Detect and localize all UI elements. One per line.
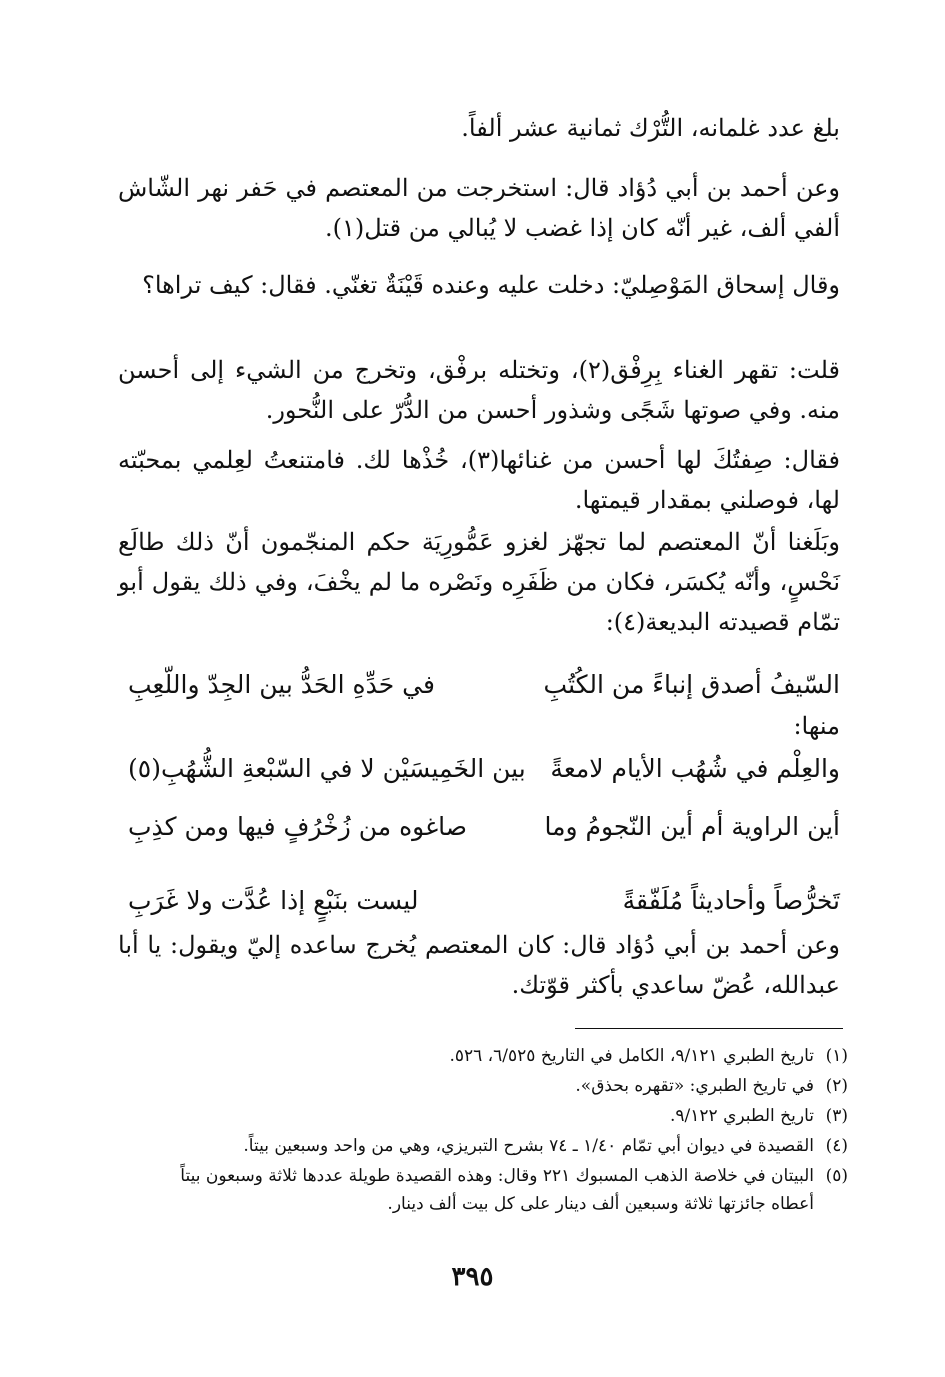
verse-3-first-hemistich: أين الراوية أم أين النّجومُ وما: [544, 812, 840, 841]
paragraph-1: بلغ عدد غلمانه، التُّرْك ثمانية عشر ألفاً.: [461, 114, 840, 142]
footnote-2-number: (٢): [825, 1076, 848, 1096]
footnote-3-text: تاريخ الطبري ٩/١٢٢.: [670, 1106, 814, 1126]
verse-1: [118, 664, 840, 706]
footnote-5-text: البيتان في خلاصة الذهب المسبوك ٢٢١ وقال: وهذه القصيدة طويلة عددها ثلاثة وسبعون بيتاً: [180, 1166, 814, 1186]
footnote-4: [118, 1132, 848, 1160]
footnote-2-text: في تاريخ الطبري: «تقهره بحذق».: [575, 1076, 814, 1096]
page-number: ٣٩٥: [451, 1262, 494, 1292]
footnote-5-continuation: أعطاه جائزتها ثلاثة وسبعين ألف دينار على كل بيت ألف دينار.: [387, 1194, 814, 1214]
footnote-2: [118, 1072, 848, 1100]
footnote-1: [118, 1042, 848, 1070]
verse-2-first-hemistich: والعِلْم في شُهُب الأيام لامعةً: [550, 754, 840, 783]
paragraph-5: فقال: صِفتُكَ لها أحسن من غنائها(٣)، خُذْها لك. فامتنعتُ لعِلمي بمحبّته لها، فوصلني بمقدار قيمتها.: [118, 446, 840, 514]
verse-2: [118, 748, 840, 790]
paragraph-3: وقال إسحاق المَوْصِليّ: دخلت عليه وعنده قَيْنَةٌ تغنّي. فقال: كيف تراها؟: [142, 271, 840, 299]
verse-1-first-hemistich: السّيفُ أصدق إنباءً من الكُتُبِ: [543, 670, 840, 699]
paragraph-4: قلت: تقهر الغناء بِرِفْق(٢)، وتختله برفْق، وتخرج من الشيء إلى أحسن منه. وفي صوتها شَجًى وشذور أحسن من الدُّرّ على النُّحور.: [118, 356, 840, 424]
verse-1-second-hemistich: في حَدِّهِ الحَدُّ بين الجِدّ واللّعِبِ: [128, 670, 435, 699]
footnote-3: [118, 1102, 848, 1130]
verse-2-second-hemistich: بين الخَمِيسَيْن لا في السّبْعةِ الشُّهُبِ(٥): [128, 754, 526, 783]
footnote-5: [118, 1162, 848, 1218]
verse-3: [118, 806, 840, 848]
verse-4: [118, 880, 840, 922]
footnote-1-text: تاريخ الطبري ٩/١٢١، الكامل في التاريخ ٦/٥٢٥، ٥٢٦.: [449, 1046, 814, 1066]
footnote-divider: [575, 1028, 843, 1029]
paragraph-2: وعن أحمد بن أبي دُؤاد قال: استخرجت من المعتصم في حَفر نهر الشّاش ألفي ألف، غير أنّه كان إذا غضب لا يُبالي من قتل(١).: [118, 174, 840, 242]
verse-4-first-hemistich: تَخرُّصاً وأحاديثاً مُلَفّقةً: [622, 886, 840, 915]
footnote-5-number: (٥): [825, 1166, 848, 1186]
footnote-4-text: القصيدة في ديوان أبي تمّام ١/٤٠ ـ ٧٤ بشرح التبريزي، وهي من واحد وسبعين بيتاً.: [243, 1136, 814, 1156]
verse-4-second-hemistich: ليست بنَبْعٍ إذا عُدَّت ولا غَرَبِ: [128, 886, 419, 915]
minha-label: منها:: [793, 712, 840, 740]
footnote-3-number: (٣): [825, 1106, 848, 1126]
footnote-4-number: (٤): [825, 1136, 848, 1156]
footnote-1-number: (١): [825, 1046, 848, 1066]
paragraph-6: وبَلَغنا أنّ المعتصم لما تجهّز لغزو عَمُّورِيَة حكم المنجّمون أنّ ذلك طالَع نَحْسٍ، وأنّه يُكسَر، فكان من ظَفَرِه ونَصْره ما لم يخْفَ، وفي ذلك يقول أبو تمّام قصيدته البديعة(٤):: [118, 528, 840, 636]
verse-3-second-hemistich: صاغوه من زُخْرُفٍ فيها ومن كذِبِ: [128, 812, 468, 841]
closing-paragraph: وعن أحمد بن أبي دُؤاد قال: كان المعتصم يُخرج ساعده إليّ ويقول: يا أبا عبدالله، عُضّ ساعدي بأكثر قوّتك.: [118, 931, 840, 999]
